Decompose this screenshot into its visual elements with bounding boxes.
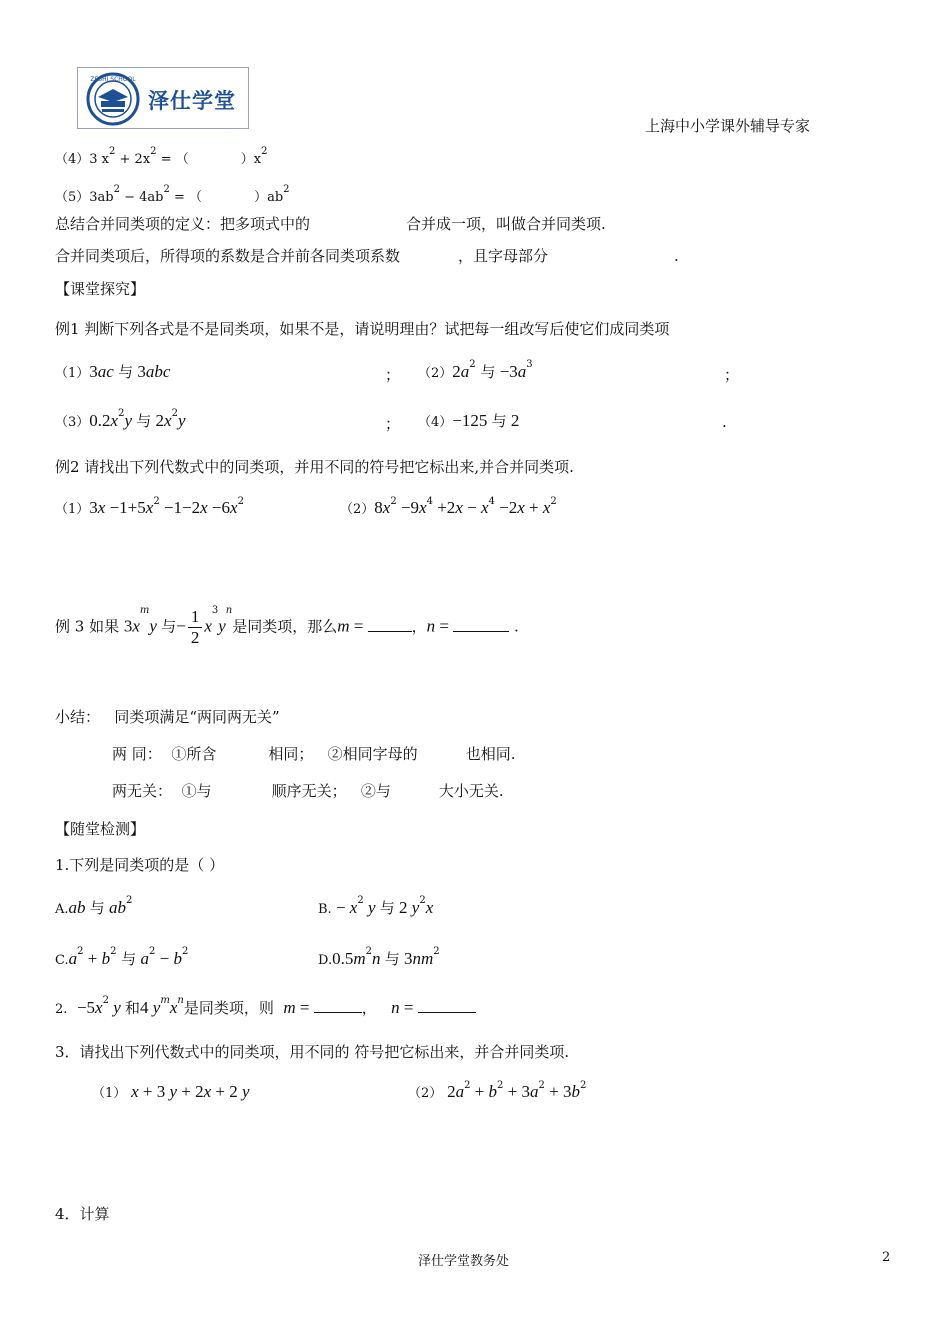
school-emblem-icon	[86, 72, 140, 126]
example1-item-1-semicolon: ；	[385, 366, 401, 384]
example1-item-4: （4）−125 与 2	[418, 411, 520, 430]
q2-n-blank[interactable]	[418, 998, 476, 1013]
example1-item-4-period: .	[722, 413, 727, 431]
q1-option-c[interactable]: $C.a^2 + b^2$ 与 $a^2 - b^2$	[55, 946, 189, 968]
page-number: 2	[882, 1250, 891, 1265]
school-logo	[77, 67, 249, 129]
intro-item-4: （4）3 $x^2 + 2x^2$ = （ ）$x^2$	[55, 146, 268, 167]
q3-stem: 3．请找出下列代数式中的同类项，用不同的 符号把它标出来，并合并同类项.	[55, 1043, 570, 1061]
q1-option-d[interactable]: $D.0.5m^2n$ 与 $3nm^2$	[318, 946, 440, 968]
example3-fraction: $\frac{1}{2}$	[188, 607, 203, 648]
example1-item-3: $(3)0.2x^2y$ 与 $2x^2y$	[55, 408, 186, 430]
q2: 2. $-5x^2$ y 和4 $y^mx^n$是同类项，则 m = ， n =	[55, 997, 476, 1018]
footer-center: 泽仕学堂教务处	[418, 1254, 510, 1269]
section-check-heading: 【随堂检测】	[55, 820, 146, 838]
summary-definition: 总结合并同类项的定义：把多项式中的 合并成一项，叫做合并同类项.	[55, 215, 606, 233]
q1-option-b[interactable]: B. − $x^2$ y 与 2 $y^2x$	[318, 895, 434, 917]
q3-item-2: （2） $2a^2 + b^2 + 3a^2 + 3b^2$	[408, 1080, 587, 1101]
summary-coefficient: 合并同类项后，所得项的系数是合并前各同类项系数 ，且字母部分 .	[55, 247, 679, 265]
example1-item-2-semicolon: ；	[724, 366, 740, 384]
example1-item-3-semicolon: ；	[385, 415, 401, 433]
section-explore-heading: 【课堂探究】	[55, 280, 146, 298]
q1-stem: 1.下列是同类项的是（ ）	[55, 856, 225, 874]
example1-item-2: $(2)2a^2$ 与 $-3a^3$	[418, 359, 533, 381]
logo-brand-text: 泽仕学堂	[148, 89, 236, 113]
example2-item-2: $(2)8x^2 -9x^4 +2x - x^4 -2x + x^2$	[340, 496, 557, 517]
summary-two-same: 两 同： ①所含 相同； ②相同字母的 也相同.	[112, 745, 516, 763]
example1-stem: 例1 判断下列各式是不是同类项，如果不是，请说明理由？试把每一组改写后使它们成同类项	[55, 320, 670, 338]
summary-two-unrelated: 两无关： ①与 顺序无关； ②与 大小无关.	[112, 782, 504, 800]
summary-intro: 小结： 同类项满足“两同两无关”	[55, 708, 280, 726]
example3-n-blank[interactable]	[453, 617, 509, 632]
example1-item-1: （1）3ac 与 3abc	[55, 362, 171, 381]
q3-item-1: （1） x + 3 y + 2x + 2 y	[92, 1082, 250, 1101]
q2-m-blank[interactable]	[314, 998, 362, 1013]
q4-stem: 4．计算	[55, 1205, 110, 1223]
example2-item-1: $(1)3x -1+5x^2 -1-2x -6x^2$	[55, 496, 244, 517]
example2-stem: 例2 请找出下列代数式中的同类项，并用不同的符号把它标出来,并合并同类项.	[55, 458, 574, 476]
example3-m-blank[interactable]	[368, 617, 412, 632]
example3: 例 3 如果 $3x^my$ 与− $\frac{1}{2}$ $x^3y^n$是同类项，那么m = ，n = .	[55, 605, 519, 647]
header-tagline: 上海中小学课外辅导专家	[645, 117, 811, 135]
svg-text:ZESHI SCHOOL: ZESHI SCHOOL	[90, 76, 136, 83]
intro-item-5: $(5)3ab^2 - 4ab^2$ = （ ）$ab^2$	[55, 184, 290, 205]
q1-option-a[interactable]: A.ab 与 $ab^2$	[55, 895, 133, 917]
